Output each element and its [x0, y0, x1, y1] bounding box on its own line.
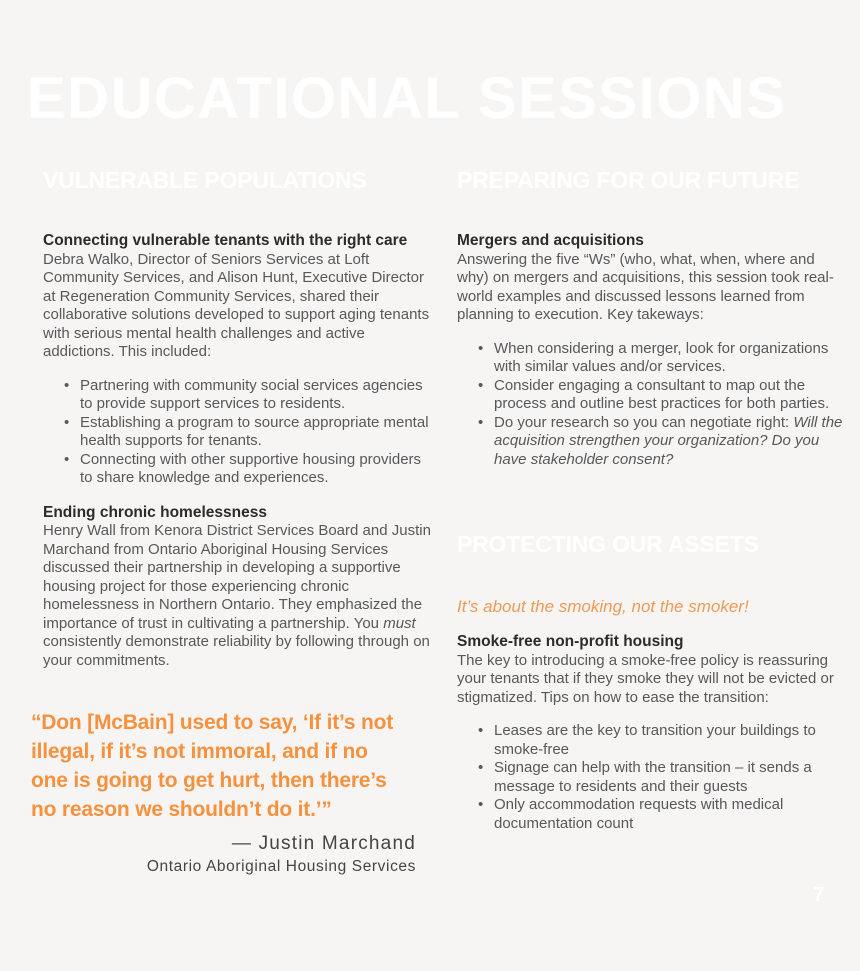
list-item: • Consider engaging a consultant to map out the process and outline best practices for both parties.	[494, 377, 847, 414]
bullet-list-smoke-free	[457, 722, 847, 833]
body-text: Do your research so you can negotiate right:	[494, 413, 794, 431]
quote-author: — Justin Marchand	[231, 833, 416, 854]
smoking-tagline: It’s about the smoking, not the smoker!	[457, 597, 749, 616]
quote-line: illegal, if it’s not immoral, and if no	[31, 740, 368, 763]
emphasized-word: must	[383, 614, 416, 632]
quote-line: no reason we shouldn’t do it.’”	[31, 798, 332, 821]
list-item: • Establishing a program to source appropriate mental health supports for tenants.	[80, 414, 436, 451]
body-text: consistently demonstrate reliability by following through on your commitments.	[43, 633, 430, 669]
article-body-mergers: Answering the five “Ws” (who, what, when, where and why) on mergers and acquisitions, this session took real-world examples and discussed lessons learned from planning to execution. Key takeways:	[457, 250, 834, 323]
page-title: EDUCATIONAL SESSIONS	[27, 65, 787, 131]
article-body-smoke-free: The key to introducing a smoke-free policy is reassuring your tenants that if they smoke they will not be evicted or stigmatized. Tips on how to ease the transition:	[457, 651, 834, 706]
list-item: • Connecting with other supportive housing providers to share knowledge and experiences.	[80, 451, 436, 488]
emphasized-question: Will the acquisition strengthen your organization? Do you have stakeholder consent?	[494, 413, 843, 468]
section-heading-vulnerable-populations: VULNERABLE POPULATIONS	[43, 167, 367, 193]
article-body-connecting-tenants: Debra Walko, Director of Seniors Services at Loft Community Services, and Alison Hunt, Executive Director at Regeneration Community Services, shared their collaborative solutions developed to support aging tenants with serious mental health challenges and active addictions. This included:	[43, 250, 430, 360]
section-heading-protecting-assets: PROTECTING OUR ASSETS	[457, 531, 759, 557]
quote-organization: Ontario Aboriginal Housing Services	[146, 858, 416, 875]
article-title-ending-homelessness: Ending chronic homelessness	[43, 503, 267, 521]
right-column	[457, 168, 847, 833]
article-body-ending-homelessness	[43, 522, 436, 670]
body-text: Henry Wall from Kenora District Services Board and Justin Marchand from Ontario Aboriginal Housing Services discussed their partnership in developing a supportive housing project for those experiencing chronic homelessness in Northern Ontario. They emphasized the importance of trust in cultivating a partnership. You	[43, 522, 431, 632]
list-item: • Signage can help with the transition – it sends a message to residents and their guests	[494, 759, 847, 796]
section-heading-preparing-future: PREPARING FOR OUR FUTURE	[457, 167, 800, 193]
bullet-list-mergers	[457, 340, 847, 470]
quote-attribution	[43, 833, 416, 876]
list-item: • Partnering with community social services agencies to provide support services to residents.	[80, 377, 436, 414]
article-title-smoke-free: Smoke-free non-profit housing	[457, 633, 684, 650]
article-title-connecting-tenants: Connecting vulnerable tenants with the right care	[43, 232, 408, 249]
quote-line: one is going to get hurt, then there’s	[31, 769, 387, 792]
page-number: 7	[813, 884, 825, 906]
list-item: • Leases are the key to transition your buildings to smoke-free	[494, 722, 847, 759]
list-item	[494, 414, 847, 470]
left-column	[31, 167, 436, 876]
quote-line: “Don [McBain] used to say, ‘If it’s not	[31, 711, 394, 734]
list-item: • Only accommodation requests with medical documentation count	[494, 796, 847, 833]
article-title-mergers: Mergers and acquisitions	[457, 232, 644, 249]
list-item: • When considering a merger, look for organizations with similar values and/or services.	[494, 340, 847, 377]
pull-quote	[31, 708, 435, 824]
bullet-list-connecting-tenants	[43, 377, 436, 488]
